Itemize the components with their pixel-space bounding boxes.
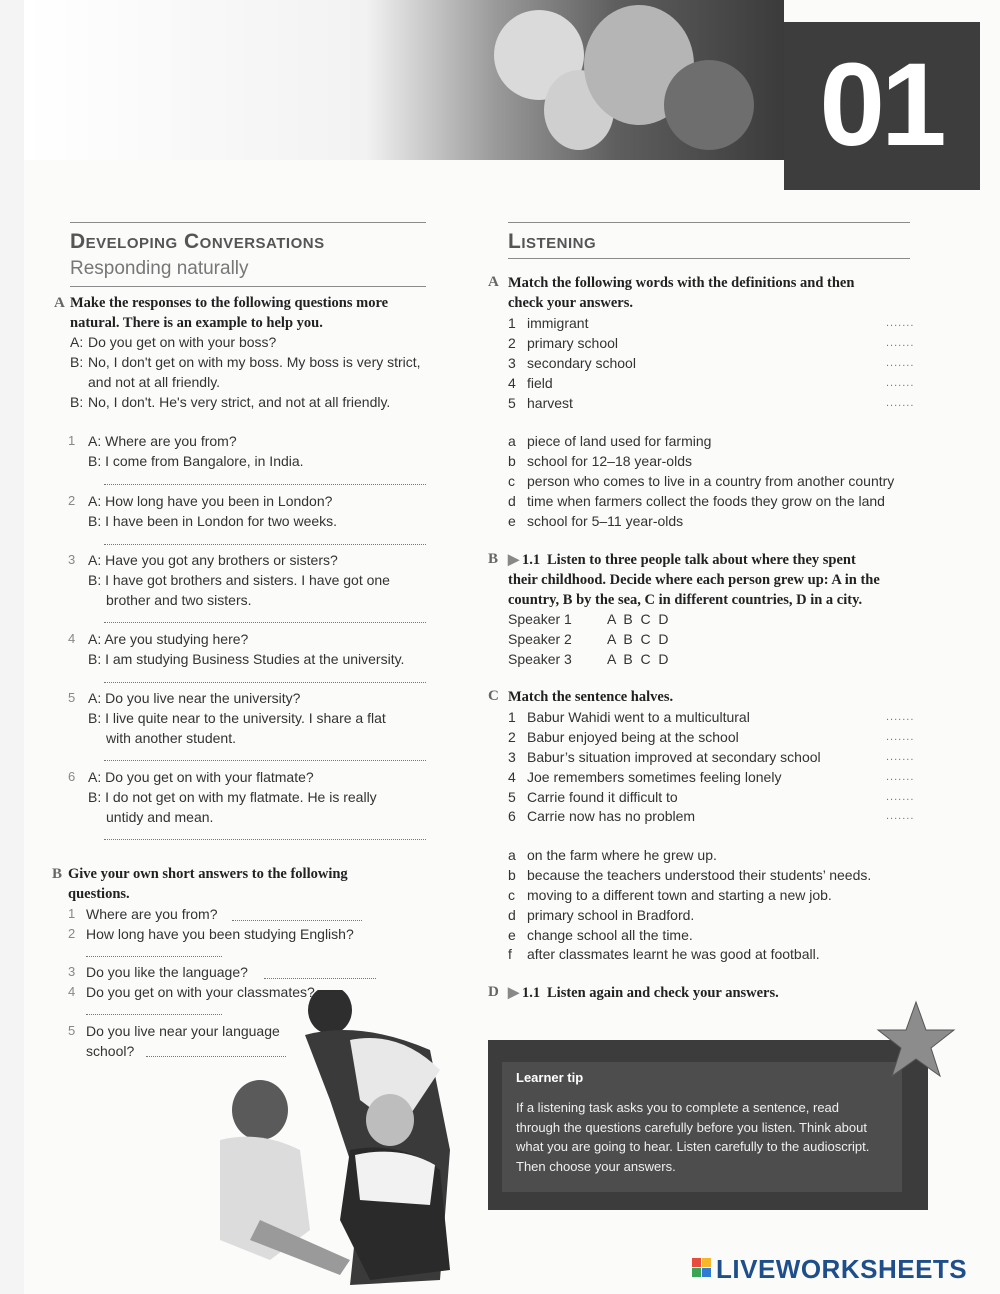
section-rule (508, 258, 910, 259)
word-item: harvest (527, 395, 573, 411)
answer-blank[interactable]: ....... (886, 751, 915, 763)
half-number: 4 (508, 769, 516, 785)
ending-letter: e (508, 927, 516, 943)
liveworksheets-logo: LIVEWORKSHEETS (716, 1254, 968, 1284)
sentence-ending: because the teachers understood their students’ needs. (527, 867, 872, 883)
item-number: 1 (68, 433, 76, 448)
speaker-label: Speaker 1 (508, 611, 572, 627)
answer-line[interactable] (104, 839, 426, 840)
half-number: 2 (508, 729, 516, 745)
item-number: 2 (68, 493, 76, 508)
definition-item: school for 5–11 year-olds (527, 513, 684, 529)
speaker-options[interactable]: A B C D (607, 651, 669, 667)
definition-item: person who comes to live in a country from another country (527, 473, 895, 489)
ending-letter: c (508, 887, 515, 903)
audio-icon[interactable]: ▶ (508, 552, 520, 568)
sentence-half: Carrie found it difficult to (527, 789, 678, 805)
answer-line[interactable] (104, 544, 426, 545)
item-number: 4 (68, 631, 76, 646)
sentence-half: Carrie now has no problem (527, 808, 696, 824)
short-answer-question: Do you like the language? (86, 964, 248, 980)
half-number: 5 (508, 789, 516, 805)
page-left-margin (0, 0, 24, 1294)
sentence-half: Babur enjoyed being at the school (527, 729, 739, 745)
exercise-letter: D (488, 984, 499, 1000)
dialogue-answer-cont: brother and two sisters. (106, 592, 252, 608)
sentence-half: Babur’s situation improved at secondary school (527, 749, 821, 765)
section-title-listening: Listening (508, 230, 597, 253)
word-number: 4 (508, 375, 516, 391)
section-rule (70, 222, 426, 223)
ending-letter: d (508, 907, 516, 923)
exercise-letter: B (52, 866, 63, 882)
item-number: 3 (68, 964, 76, 979)
word-item: field (527, 375, 553, 391)
example-answer-long: No, I don't get on with my boss. My boss is very strict, (88, 354, 421, 370)
speaker-options[interactable]: A B C D (607, 611, 669, 627)
exercise-instruction: questions. (68, 886, 130, 902)
answer-line[interactable] (264, 978, 376, 979)
sentence-ending: on the farm where he grew up. (527, 847, 717, 863)
answer-blank[interactable]: ....... (886, 377, 915, 389)
ending-letter: b (508, 867, 516, 883)
answer-blank[interactable]: ....... (886, 337, 915, 349)
track-number: 1.1 (522, 552, 541, 568)
item-number: 5 (68, 690, 76, 705)
definition-letter: a (508, 433, 516, 449)
exercise-instruction: Match the following words with the definitions and then (508, 275, 855, 291)
exercise-letter: A (488, 274, 499, 290)
example-question: Do you get on with your boss? (88, 334, 277, 350)
item-number: 6 (68, 769, 76, 784)
exercise-instruction: check your answers. (508, 295, 633, 311)
item-number: 4 (68, 984, 76, 999)
word-item: immigrant (527, 315, 589, 331)
exercise-letter: C (488, 688, 499, 704)
exercise-instruction: Listen to three people talk about where they spent (547, 552, 856, 568)
dialogue-question: A: Are you studying here? (88, 631, 249, 647)
exercise-instruction: their childhood. Decide where each person grew up: A in the (508, 572, 880, 588)
exercise-instruction: Listen again and check your answers. (547, 985, 779, 1001)
dialogue-question: A: Have you got any brothers or sisters? (88, 552, 338, 568)
dialogue-answer: B: I come from Bangalore, in India. (88, 453, 304, 469)
sentence-ending: change school all the time. (527, 927, 693, 943)
dialogue-question: A: Where are you from? (88, 433, 237, 449)
definition-letter: c (508, 473, 515, 489)
answer-blank[interactable]: ....... (886, 397, 915, 409)
short-answer-question: How long have you been studying English? (86, 926, 354, 942)
word-number: 3 (508, 355, 516, 371)
item-number: 3 (68, 552, 76, 567)
exercise-instruction: country, B by the sea, C in different countries, D in a city. (508, 592, 863, 608)
sentence-half: Joe remembers sometimes feeling lonely (527, 769, 782, 785)
short-answer-question: Do you get on with your classmates? (86, 984, 315, 1000)
audio-icon[interactable]: ▶ (508, 985, 520, 1001)
example-label: B: (70, 394, 84, 410)
example-label: A: (70, 334, 84, 350)
short-answer-question-cont: school? (86, 1043, 135, 1059)
answer-line[interactable] (104, 484, 426, 485)
word-item: primary school (527, 335, 619, 351)
definition-item: piece of land used for farming (527, 433, 712, 449)
speaker-options[interactable]: A B C D (607, 631, 669, 647)
family-photo (24, 0, 784, 160)
answer-line[interactable] (104, 682, 426, 683)
speaker-label: Speaker 3 (508, 651, 572, 667)
word-number: 1 (508, 315, 516, 331)
definition-letter: e (508, 513, 516, 529)
word-number: 2 (508, 335, 516, 351)
answer-blank[interactable]: ....... (886, 791, 915, 803)
sentence-ending: primary school in Bradford. (527, 907, 695, 923)
dialogue-question: A: How long have you been in London? (88, 493, 333, 509)
sentence-half: Babur Wahidi went to a multicultural (527, 709, 750, 725)
dialogue-question: A: Do you live near the university? (88, 690, 301, 706)
answer-blank[interactable]: ....... (886, 731, 915, 743)
answer-line[interactable] (104, 760, 426, 761)
children-photo (200, 990, 470, 1290)
answer-blank[interactable]: ....... (886, 357, 915, 369)
half-number: 3 (508, 749, 516, 765)
answer-line[interactable] (86, 956, 222, 957)
dialogue-answer: B: I do not get on with my flatmate. He is really (88, 789, 377, 805)
answer-blank[interactable]: ....... (886, 711, 915, 723)
item-number: 5 (68, 1023, 76, 1038)
sentence-ending: after classmates learnt he was good at football. (527, 946, 820, 962)
exercise-instruction: natural. There is an example to help you. (70, 315, 323, 331)
word-number: 5 (508, 395, 516, 411)
dialogue-answer: B: I have been in London for two weeks. (88, 513, 338, 529)
learner-tip-text: If a listening task asks you to complete a sentence, read through the questions carefully before you listen. Think about what you are going to hear. Listen carefully to the audioscript. Then choose your answers. (516, 1100, 870, 1174)
answer-blank[interactable]: ....... (886, 317, 915, 329)
speaker-label: Speaker 2 (508, 631, 572, 647)
answer-blank[interactable]: ....... (886, 771, 915, 783)
word-item: secondary school (527, 355, 636, 371)
dialogue-answer: B: I have got brothers and sisters. I have got one (88, 572, 390, 588)
short-answer-question: Do you live near your language (86, 1023, 280, 1039)
exercise-instruction: Give your own short answers to the following (68, 866, 348, 882)
answer-line[interactable] (232, 920, 362, 921)
answer-line[interactable] (104, 622, 426, 623)
dialogue-answer: B: I live quite near to the university. I share a flat (88, 710, 386, 726)
example-answer-long: and not at all friendly. (88, 374, 221, 390)
sentence-ending: moving to a different town and starting a new job. (527, 887, 832, 903)
dialogue-question: A: Do you get on with your flatmate? (88, 769, 314, 785)
example-label: B: (70, 354, 84, 370)
exercise-letter: B (488, 551, 499, 567)
section-subtitle: Responding naturally (70, 258, 249, 279)
exercise-instruction: Match the sentence halves. (508, 689, 674, 705)
dialogue-answer: B: I am studying Business Studies at the university. (88, 651, 405, 667)
star-icon (876, 1000, 956, 1080)
learner-tip-title: Learner tip (516, 1070, 584, 1085)
ending-letter: f (508, 946, 512, 962)
ending-letter: a (508, 847, 516, 863)
definition-letter: d (508, 493, 516, 509)
section-rule (508, 222, 910, 223)
half-number: 1 (508, 709, 516, 725)
definition-letter: b (508, 453, 516, 469)
dialogue-answer-cont: with another student. (106, 730, 236, 746)
track-number: 1.1 (522, 985, 541, 1001)
section-rule (70, 286, 426, 287)
item-number: 2 (68, 926, 76, 941)
definition-item: time when farmers collect the foods they grow on the land (527, 493, 885, 509)
exercise-letter: A (54, 295, 65, 311)
short-answer-question: Where are you from? (86, 906, 218, 922)
example-answer-natural: No, I don't. He's very strict, and not at all friendly. (88, 394, 391, 410)
item-number: 1 (68, 906, 76, 921)
liveworksheets-logo-icon (692, 1258, 712, 1278)
exercise-instruction: Make the responses to the following questions more (70, 295, 389, 311)
unit-number: 01 (819, 39, 943, 171)
definition-item: school for 12–18 year-olds (527, 453, 692, 469)
answer-blank[interactable]: ....... (886, 810, 915, 822)
dialogue-answer-cont: untidy and mean. (106, 809, 214, 825)
half-number: 6 (508, 808, 516, 824)
section-title-developing: Developing Conversations (70, 230, 325, 253)
